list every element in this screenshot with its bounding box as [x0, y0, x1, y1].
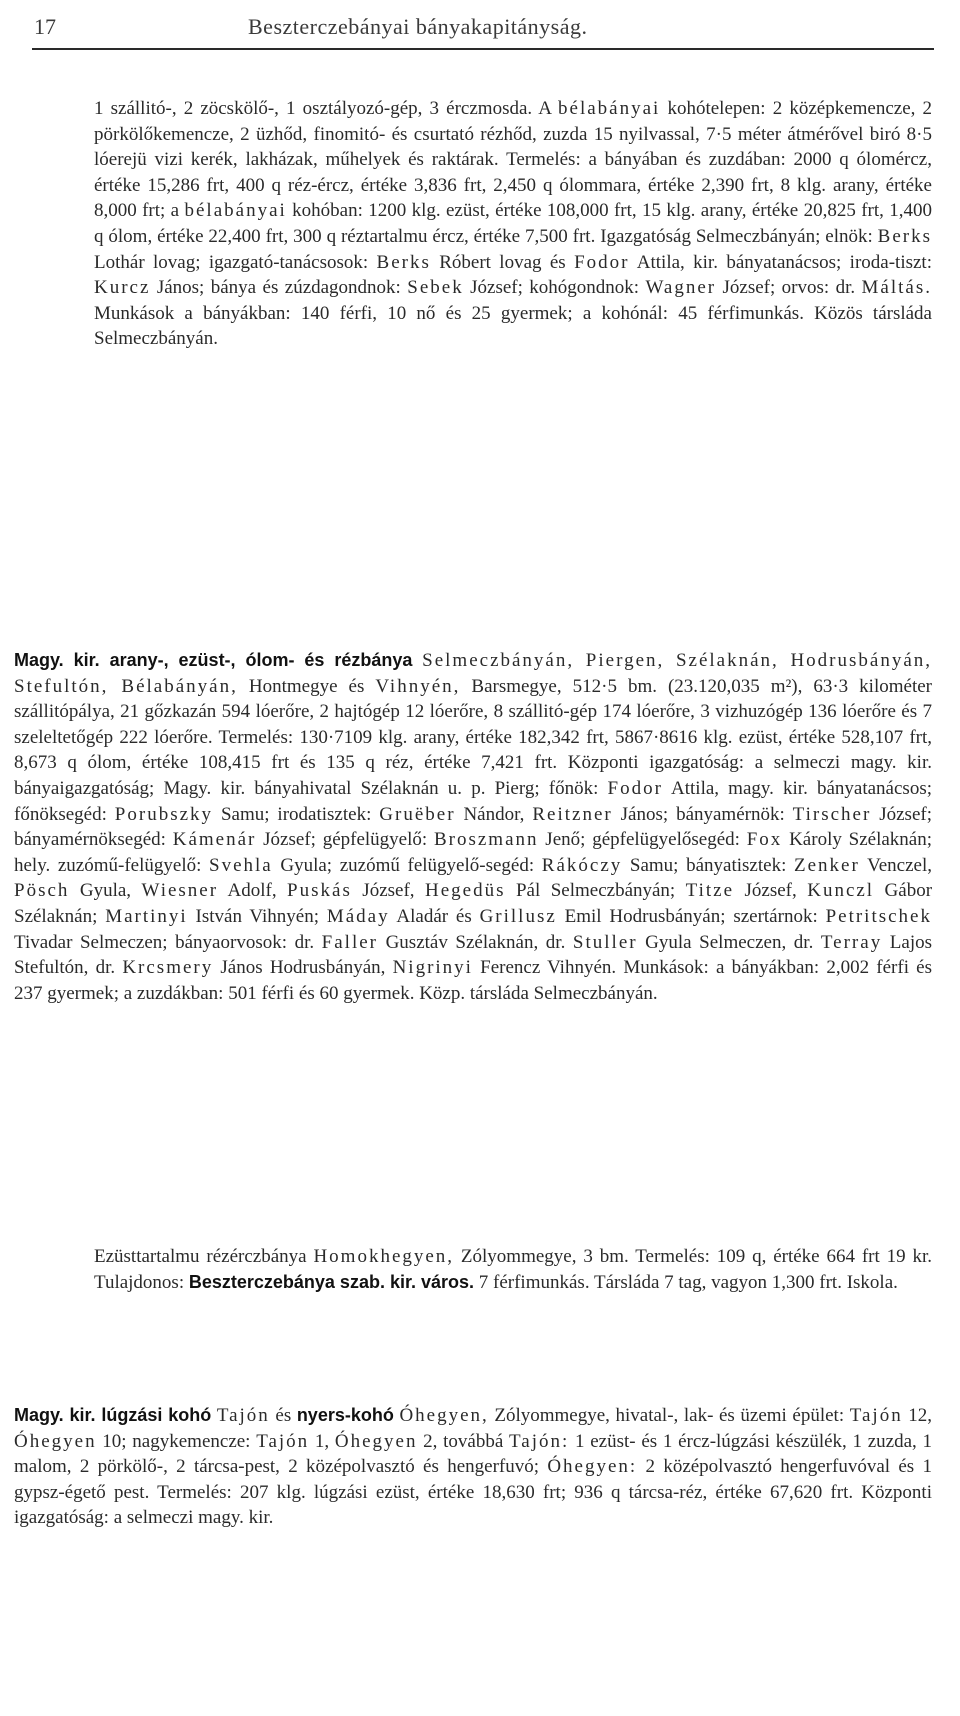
entry-selmeczbanya-mine [14, 648, 932, 1006]
entry-text: Ezüsttartalmu rézérczbánya Homokhegyen, Zólyommegye, 3 bm. Termelés: 109 q, értéke 664 frt 19 kr. Tulajdonos: Beszterczebánya szab. kir. város. 7 férfimunkás. Társláda 7 tag, vagyon 1,300 frt. Iskola. [94, 1246, 932, 1293]
header-rule [32, 48, 934, 50]
entry-homokhegy-mine [94, 1244, 932, 1295]
running-title: Beszterczebányai bányakapitányság. [248, 14, 588, 39]
entry-heading: Magy. kir. lúgzási kohó [14, 1405, 212, 1425]
page-number: 17 [34, 14, 56, 39]
paragraph-text: 1 szállitó-, 2 zöcskölő-, 1 osztályozó-gép, 3 érczmosda. A bélabányai kohótelepen: 2 középkemencze, 2 pörkölőkemencze, 2 üzhőd, finomitó- és csurtató rézhőd, zuzda 15 nyilvassal, 7·5 méter átmérővel biró 8·5 lóerejü vizi kerék, lakházak, műhelyek és raktárak. Termelés: a bányában és zuzdában: 2000 q ólomércz, értéke 15,286 frt, 400 q réz-ércz, értéke 3,836 frt, 2,450 q ólommara, értéke 2,390 frt, 8 klg. arany, értéke 8,000 frt; a bélabányai kohóban: 1200 klg. ezüst, értéke 108,000 frt, 15 klg. arany, értéke 20,825 frt, 1,400 q ólom, értéke 22,400 frt, 300 q réztartalmu ércz, értéke 7,500 frt. Igazgatóság Selmeczbányán; elnök: Berks Lothár lovag; igazgató-tanácsosok: Berks Róbert lovag és Fodor Attila, kir. bányatanácsos; iroda-tiszt: Kurcz János; bánya és zúzdagondnok: Sebek József; kohógondnok: Wagner József; orvos: dr. Máltás. Munkások a bányákban: 140 férfi, 10 nő és 25 gyermek; a kohónál: 45 férfimunkás. Közös társláda Selmeczbányán. [94, 98, 933, 350]
entry-tajo-smelter [14, 1403, 932, 1531]
owner-name: Beszterczebánya szab. kir. város. [188, 1271, 475, 1292]
entry-text: Magy. kir. lúgzási kohó Tajón és nyers-kohó Óhegyen, Zólyommegye, hivatal-, lak- és üzemi épület: Tajón 12, Óhegyen 10; nagykemencze: Tajón 1, Óhegyen 2, továbbá Tajón: 1 ezüst- és 1 ércz-lúgzási készülék, 1 zuzda, 1 malom, 2 pörkölő-, 2 tárcsa-pest, 2 középolvasztó és hengerfuvó; Óhegyen: 2 középolvasztó hengerfuvóval és 1 gypsz-égető pest. Termelés: 207 klg. lúgzási ezüst, értéke 18,630 frt; 936 q tárcsa-réz, értéke 67,620 frt. Központi igazgatóság: a selmeczi magy. kir. [14, 1405, 933, 1529]
entry-heading: Magy. kir. arany-, ezüst-, ólom- és rézbánya [14, 650, 413, 670]
entry-text: Magy. kir. arany-, ezüst-, ólom- és rézbánya Selmeczbányán, Piergen, Szélaknán, Hodrusbányán, Stefultón, Bélabányán, Hontmegye és Vihnyén, Barsmegye, 512·5 bm. (23.120,035 m²), 63·3 kilométer szállitópálya, 21 gőzkazán 594 lóerőre, 2 hajtógép 12 lóerőre, 8 szállitó-gép 174 lóerőre, 3 vizhuzógép 136 lóerőre és 7 szeleltetőgép 222 lóerőre. Termelés: 130·7109 klg. arany, értéke 182,342 frt, 5867·8616 klg. ezüst, értéke 528,107 frt, 8,673 q ólom, értéke 108,415 frt és 135 q réz, értéke 7,421 frt. Központi igazgatóság: a selmeczi magy. kir. bányaigazgatóság; Magy. kir. bányahivatal Szélaknán u. p. Pierg; főnök: Fodor Attila, magy. kir. bányatanácsos; főnöksegéd: Porubszky Samu; irodatisztek: Gruëber Nándor, Reitzner János; bányamérnök: Tirscher József; bányamérnöksegéd: Kámenár József; gépfelügyelő: Broszmann Jenő; gépfelügyelősegéd: Fox Károly Szélaknán; hely. zuzómű-felügyelő: Svehla Gyula; zuzómű felügyelő-segéd: Rákóczy Samu; bányatisztek: Zenker Venczel, Pösch Gyula, Wiesner Adolf, Puskás József, Hegedüs Pál Selmeczbányán; Titze József, Kunczl Gábor Szélaknán; Martinyi István Vihnyén; Máday Aladár és Grillusz Emil Hodrusbányán; szertárnok: Petritschek Tivadar Selmeczen; bányaorvosok: dr. Faller Gusztáv Szélaknán, dr. Stuller Gyula Selmeczen, dr. Terray Lajos Stefultón, dr. Krcsmery János Hodrusbányán, Nigrinyi Ferencz Vihnyén. Munkások: a bányákban: 2,002 férfi és 237 gyermek; a zuzdákban: 501 férfi és 60 gyermek. Közp. társláda Selmeczbányán. [14, 650, 933, 1004]
paragraph-belabanya-continuation [94, 96, 932, 352]
